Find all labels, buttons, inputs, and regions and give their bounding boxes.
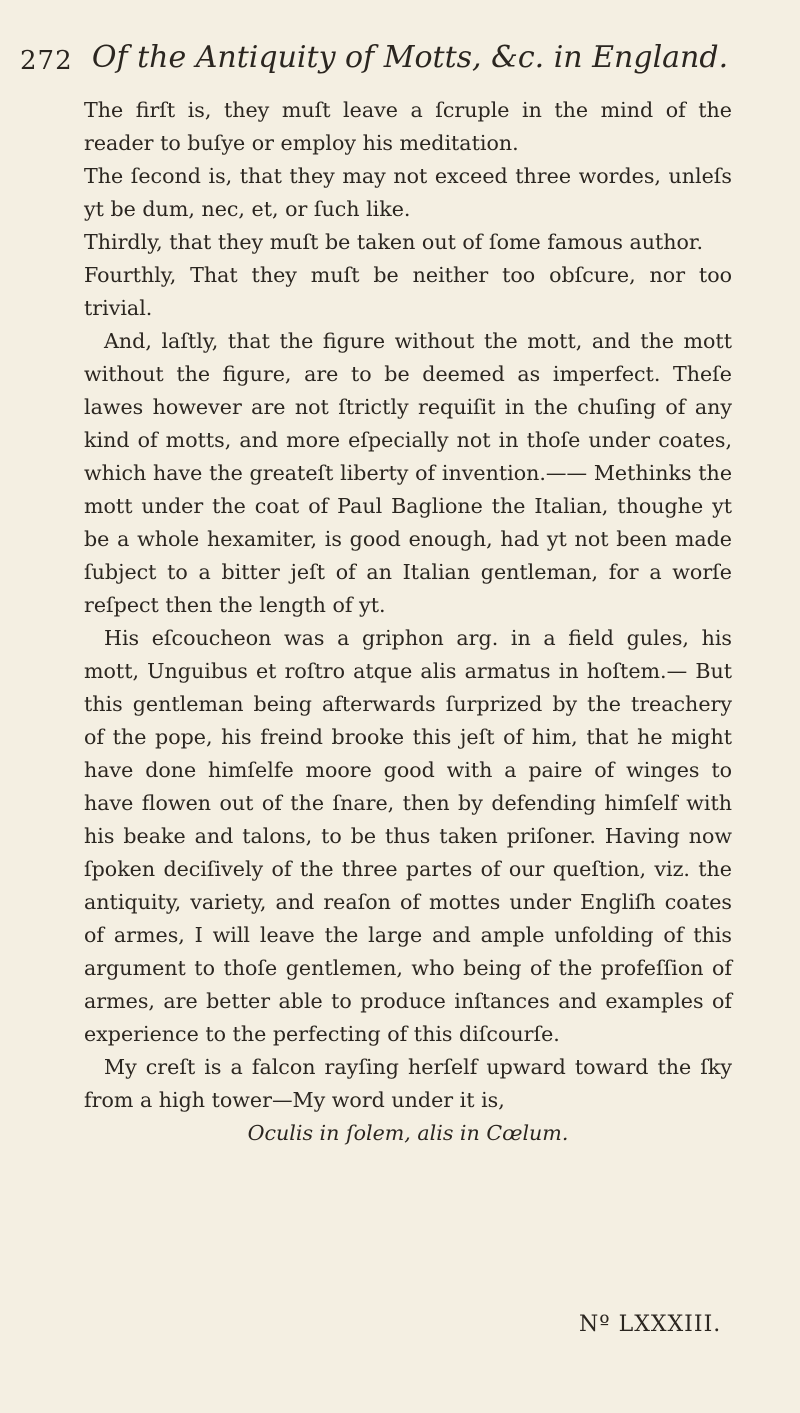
running-head: Of the Antiquity of Motts, &c. in England.: [91, 40, 729, 75]
paragraph-crest: My creſt is a falcon rayſing herſelf upward toward the ſky from a high tower—My word under it is,: [84, 1055, 732, 1112]
paragraph-first-rule: The firſt is, they muſt leave a ſcruple in the mind of the reader to buſye or employ his meditation.: [84, 98, 732, 155]
page-number: 272: [20, 46, 73, 76]
paragraph-third-rule: Thirdly, that they muſt be taken out of ſome famous author.: [84, 230, 704, 254]
catchword: Nº LXXXIII.: [579, 1312, 722, 1337]
paragraph-second-rule: The ſecond is, that they may not exceed three wordes, unleſs yt be dum, nec, et, or ſuch like.: [84, 164, 732, 221]
paragraph-fifth-rule: And, laſtly, that the figure without the mott, and the mott without the figure, are to be deemed as imperfect. Theſe lawes however are not ſtrictly requiſit in the chuſing of any kind of motts, and more eſpecially not in thoſe under coates, which have the greateſt liberty of invention.—— Methinks the mott under the coat of Paul Baglione the Italian, thoughe yt be a whole hexamiter, is good enough, had yt not been made ſubject to a bitter jeſt of an Italian gentleman, for a worſe reſpect then the length of yt.: [84, 329, 732, 617]
paragraph-fourth-rule: Fourthly, That they muſt be neither too obſcure, nor too trivial.: [84, 263, 732, 320]
motto: Oculis in ſolem, alis in Cœlum.: [247, 1121, 569, 1145]
paragraph-escoucheon: His eſcoucheon was a griphon arg. in a field gules, his mott, Unguibus et roſtro atque alis armatus in hoſtem.— But this gentleman being afterwards ſurprized by the treachery of the pope, his freind brooke this jeſt of him, that he might have done himſelfe moore good with a paire of winges to have flowen out of the ſnare, then by defending himſelf with his beake and talons, to be thus taken priſoner. Having now ſpoken deciſively of the three partes of our queſtion, viz. the antiquity, variety, and reaſon of mottes under Engliſh coates of armes, I will leave the large and ample unfolding of this argument to thoſe gentlemen, who being of the profeſſion of armes, are better able to produce inſtances and examples of experience to the perfecting of this diſcourſe.: [84, 626, 732, 1046]
body-text: [84, 94, 732, 1150]
